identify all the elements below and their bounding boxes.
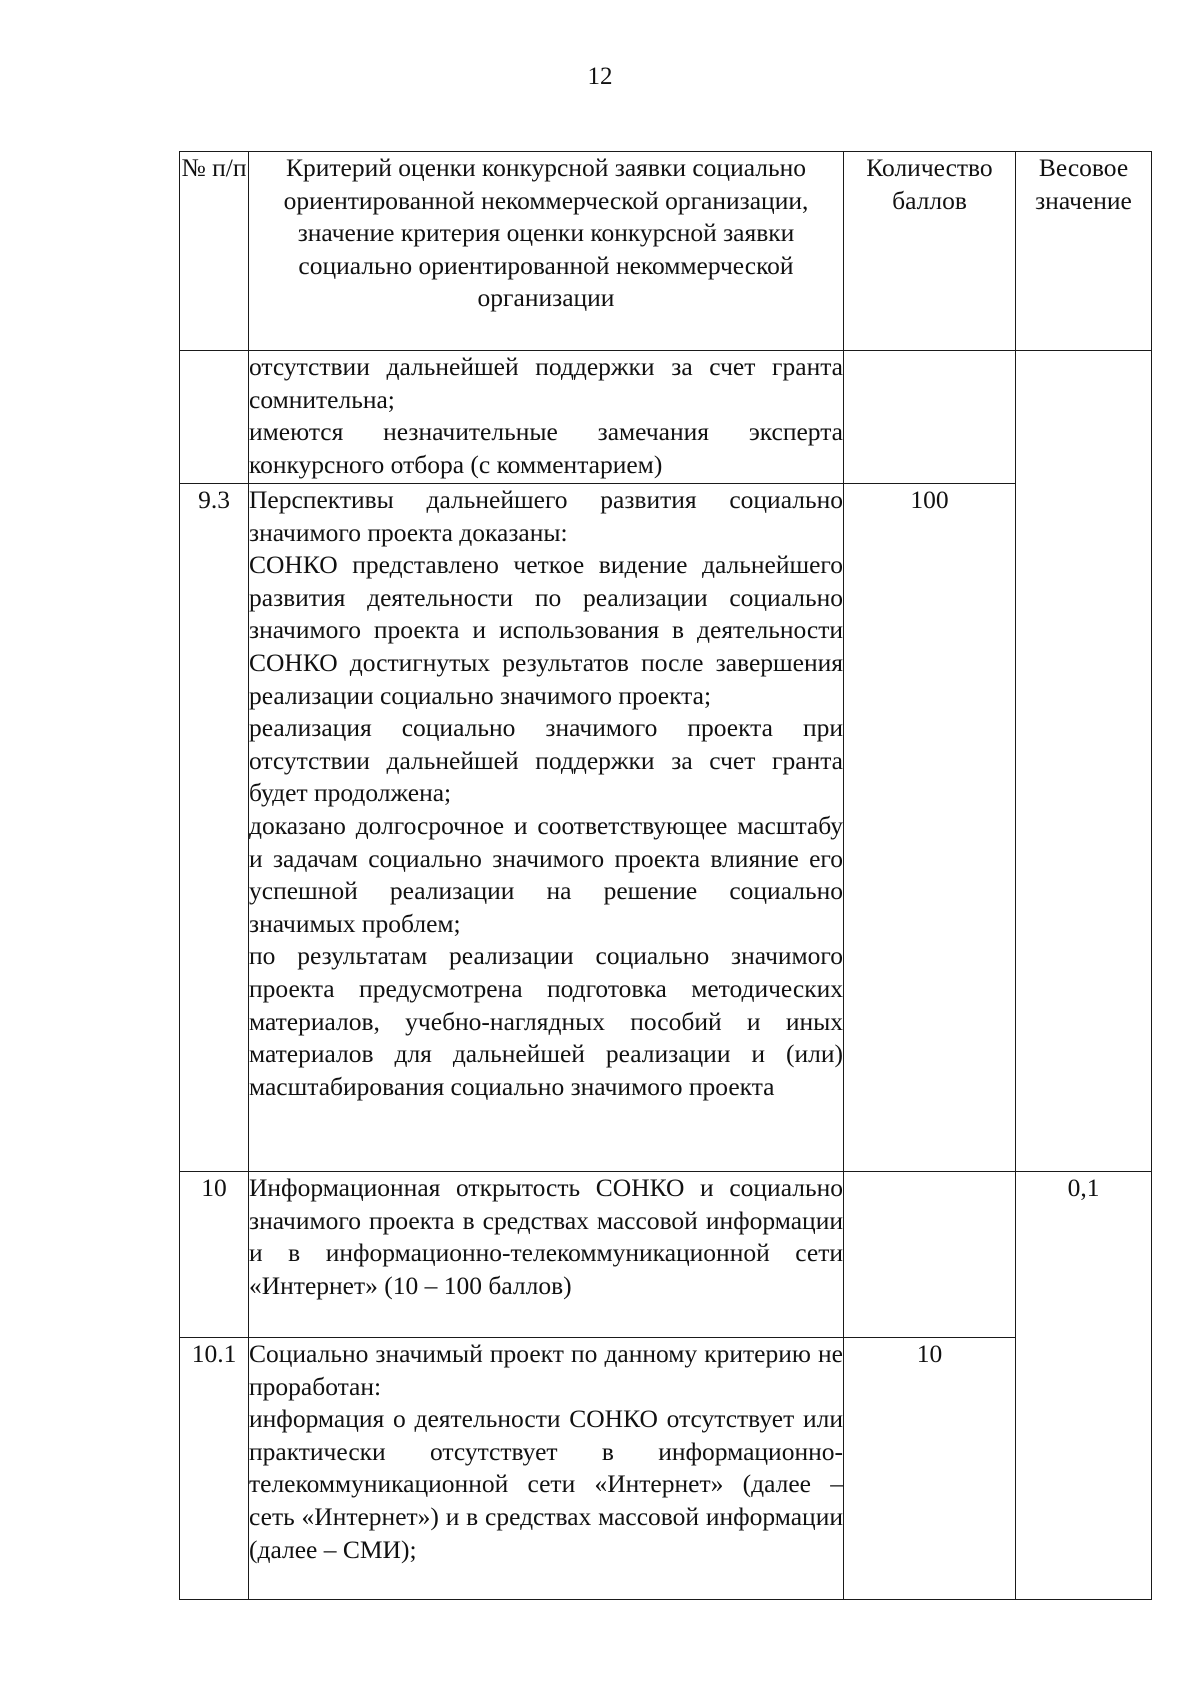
row-points: 10: [844, 1338, 1016, 1600]
row-num: 10.1: [180, 1338, 249, 1600]
header-num: № п/п: [180, 152, 249, 351]
row-weight: 0,1: [1016, 1172, 1152, 1600]
row-paragraph: Социально значимый проект по данному критерию не проработан:: [249, 1339, 843, 1401]
row-description: [249, 1338, 844, 1600]
row-num: [180, 351, 249, 484]
row-paragraph: информация о деятельности СОНКО отсутствует или практически отсутствует в информационно-телекоммуникационной сети «Интернет» (далее – сеть «Интернет») и в средствах массовой информации (далее – СМИ);: [249, 1404, 843, 1564]
table-row: [180, 484, 1152, 1172]
row-paragraph: имеются незначительные замечания эксперта конкурсного отбора (с комментарием): [249, 417, 843, 479]
row-num: 10: [180, 1172, 249, 1338]
page-number: 12: [587, 63, 613, 90]
row-description: [249, 484, 844, 1172]
row-paragraph: реализация социально значимого проекта при отсутствии дальнейшей поддержки за счет гранта будет продолжена;: [249, 713, 843, 808]
row-paragraph: Перспективы дальнейшего развития социально значимого проекта доказаны:: [249, 485, 843, 547]
row-paragraph: по результатам реализации социально значимого проекта предусмотрена подготовка методических материалов, учебно-наглядных пособий и иных материалов для дальнейшей реализации и (или) масштабирования социально значимого проекта: [249, 941, 843, 1101]
criteria-table: [179, 151, 1152, 1600]
row-weight: [1016, 351, 1152, 1172]
table-row: [180, 351, 1152, 484]
row-paragraph: СОНКО представлено четкое видение дальнейшего развития деятельности по реализации социально значимого проекта и использования в деятельности СОНКО достигнутых результатов после завершения реализации социально значимого проекта;: [249, 550, 843, 710]
row-paragraph: доказано долгосрочное и соответствующее масштабу и задачам социально значимого проекта влияние его успешной реализации на решение социально значимых проблем;: [249, 810, 843, 938]
table-row: [180, 1338, 1152, 1600]
row-paragraph: Информационная открытость СОНКО и социально значимого проекта в средствах массовой информации и в информационно-телекоммуникационной сети «Интернет» (10 – 100 баллов): [249, 1173, 843, 1300]
row-points: [844, 1172, 1016, 1338]
row-num: 9.3: [180, 484, 249, 1172]
row-points: 100: [844, 484, 1016, 1172]
row-points: [844, 351, 1016, 484]
row-description: [249, 1172, 844, 1338]
table-header-row: [180, 152, 1152, 351]
row-paragraph: отсутствии дальнейшей поддержки за счет гранта сомнительна;: [249, 352, 843, 414]
row-description: [249, 351, 844, 484]
header-points: Количество баллов: [844, 152, 1016, 351]
table-row: [180, 1172, 1152, 1338]
header-criterion: Критерий оценки конкурсной заявки социально ориентированной некоммерческой организации, значение критерия оценки конкурсной заявки социально ориентированной некоммерческой организации: [249, 152, 844, 351]
header-weight: Весовое значение: [1016, 152, 1152, 351]
